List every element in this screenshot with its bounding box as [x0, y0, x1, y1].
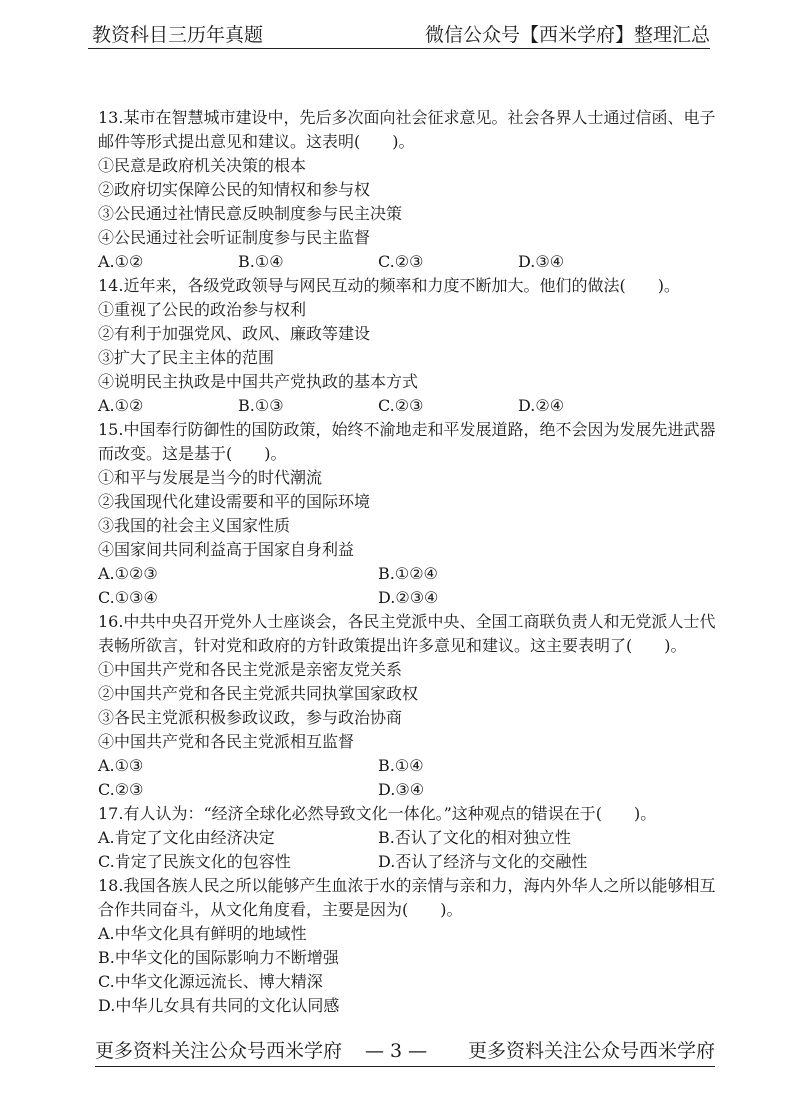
statement-item: ②有利于加强党风、政风、廉政等建设	[98, 324, 371, 343]
footer-left-note: 更多资料关注公众号西米学府	[95, 1040, 343, 1062]
options-row	[98, 250, 718, 274]
answer-option: C.①③④	[98, 588, 158, 607]
options-row	[98, 826, 718, 850]
answer-option: A.①③	[98, 756, 144, 775]
question-stem-line: 14.近年来，各级党政领导与网民互动的频率和力度不断加大。他们的做法( )。	[98, 276, 680, 295]
answer-option: A.①②③	[98, 564, 158, 583]
answer-option: A.①②	[98, 396, 144, 415]
answer-option: B.①④	[238, 252, 284, 271]
statement-item: ③扩大了民主主体的范围	[98, 348, 275, 367]
question-stem-line: 15.中国奉行防御性的国防政策，始终不渝地走和平发展道路，绝不会因为发展先进武器	[98, 420, 716, 439]
header-title: 教资科目三历年真题	[92, 24, 264, 46]
question-stem-line: 16.中共中央召开党外人士座谈会，各民主党派中央、全国工商联负责人和无党派人士代	[98, 612, 716, 631]
options-row	[98, 754, 718, 778]
header-source: 微信公众号【西米学府】整理汇总	[424, 24, 710, 46]
answer-option: D.中华儿女具有共同的文化认同感	[98, 996, 340, 1015]
answer-option: B.中华文化的国际影响力不断增强	[98, 948, 339, 967]
statement-item: ④公民通过社会听证制度参与民主监督	[98, 228, 371, 247]
question-stem-line: 13.某市在智慧城市建设中，先后多次面向社会征求意见。社会各界人士通过信函、电子	[98, 108, 716, 127]
answer-option: B.①③	[238, 396, 284, 415]
statement-item: ④说明民主执政是中国共产党执政的基本方式	[98, 372, 419, 391]
question-stem-line: 17.有人认为：“经济全球化必然导致文化一体化。”这种观点的错误在于( )。	[98, 804, 657, 823]
answer-option: A.肯定了文化由经济决定	[98, 828, 275, 847]
question-list	[98, 106, 718, 1018]
page-footer	[95, 1038, 715, 1067]
statement-item: ③我国的社会主义国家性质	[98, 516, 291, 535]
options-row	[98, 394, 718, 418]
answer-option: D.③④	[378, 780, 425, 799]
question-stem-line: 合作共同奋斗，从文化角度看，主要是因为( )。	[98, 900, 463, 919]
options-row	[98, 946, 718, 970]
answer-option: A.①②	[98, 252, 144, 271]
options-row	[98, 778, 718, 802]
question-block	[98, 874, 718, 1018]
statement-item: ①民意是政府机关决策的根本	[98, 156, 307, 175]
statement-item: ④中国共产党和各民主党派相互监督	[98, 732, 355, 751]
options-row	[98, 970, 718, 994]
answer-option: D.②③④	[378, 588, 439, 607]
options-row	[98, 850, 718, 874]
question-stem-line: 表畅所欲言，针对党和政府的方针政策提出许多意见和建议。这主要表明了( )。	[98, 636, 687, 655]
statement-item: ①和平与发展是当今的时代潮流	[98, 468, 323, 487]
answer-option: C.中华文化源远流长、博大精深	[98, 972, 323, 991]
question-block	[98, 274, 718, 418]
question-stem-line: 而改变。这是基于( )。	[98, 444, 287, 463]
options-row	[98, 994, 718, 1018]
question-block	[98, 106, 718, 274]
statement-item: ③各民主党派积极参政议政，参与政治协商	[98, 708, 403, 727]
answer-option: C.肯定了民族文化的包容性	[98, 852, 291, 871]
answer-option: D.③④	[518, 252, 565, 271]
answer-option: B.否认了文化的相对独立性	[378, 828, 571, 847]
question-stem-line: 18.我国各族人民之所以能够产生血浓于水的亲情与亲和力，海内外华人之所以能够相互	[98, 876, 716, 895]
page-header	[88, 22, 710, 49]
answer-option: C.②③	[378, 396, 424, 415]
statement-item: ①中国共产党和各民主党派是亲密友党关系	[98, 660, 403, 679]
question-block	[98, 802, 718, 874]
question-block	[98, 610, 718, 802]
page-number: — 3 —	[365, 1040, 428, 1062]
answer-option: B.①②④	[378, 564, 438, 583]
statement-item: ③公民通过社情民意反映制度参与民主决策	[98, 204, 403, 223]
answer-option: A.中华文化具有鲜明的地域性	[98, 924, 307, 943]
statement-item: ②政府切实保障公民的知情权和参与权	[98, 180, 371, 199]
statement-item: ②我国现代化建设需要和平的国际环境	[98, 492, 371, 511]
options-row	[98, 586, 718, 610]
question-block	[98, 418, 718, 610]
answer-option: C.②③	[378, 252, 424, 271]
answer-option: D.否认了经济与文化的交融性	[378, 852, 588, 871]
statement-item: ④国家间共同利益高于国家自身利益	[98, 540, 355, 559]
statement-item: ②中国共产党和各民主党派共同执掌国家政权	[98, 684, 419, 703]
question-stem-line: 邮件等形式提出意见和建议。这表明( )。	[98, 132, 415, 151]
answer-option: D.②④	[518, 396, 565, 415]
options-row	[98, 922, 718, 946]
footer-right-note: 更多资料关注公众号西米学府	[467, 1040, 715, 1062]
answer-option: B.①④	[378, 756, 424, 775]
options-row	[98, 562, 718, 586]
statement-item: ①重视了公民的政治参与权利	[98, 300, 307, 319]
answer-option: C.②③	[98, 780, 144, 799]
